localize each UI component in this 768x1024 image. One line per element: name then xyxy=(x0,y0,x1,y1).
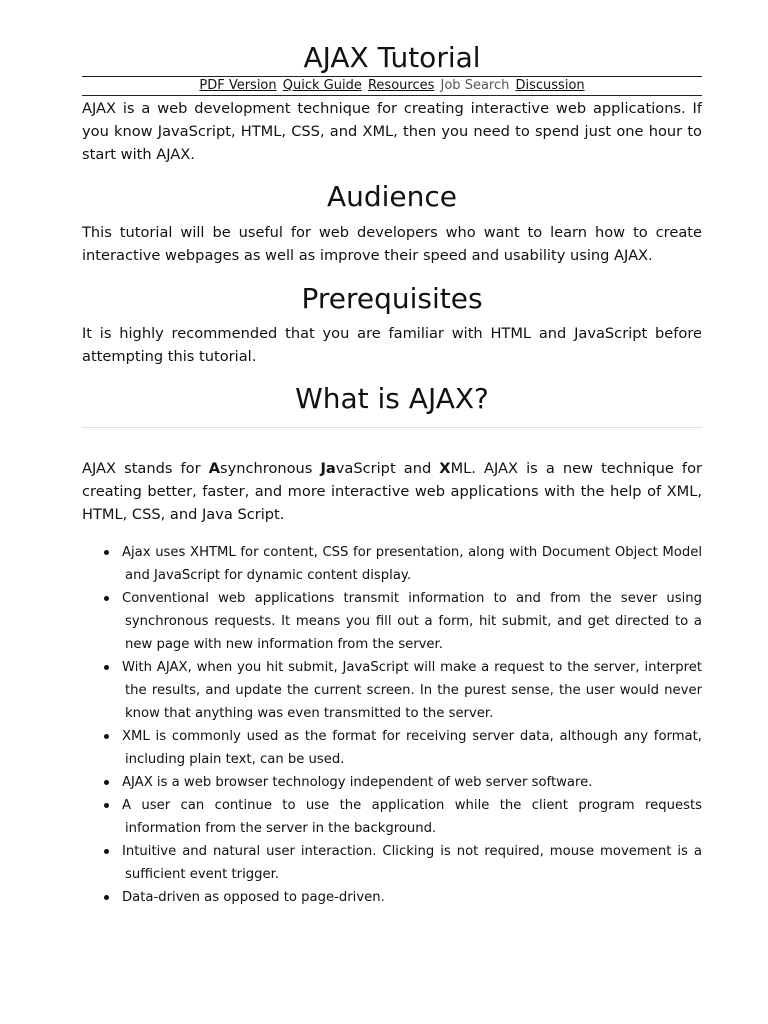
section-divider xyxy=(82,427,702,428)
what-prefix: AJAX stands for xyxy=(82,460,209,477)
intro-paragraph: AJAX is a web development technique for creating interactive web applications. If you know JavaScript, HTML, CSS, and XML, then you need to spend just one hour to start with AJAX. xyxy=(82,100,702,163)
tutorial-page xyxy=(82,0,702,909)
toc-links xyxy=(82,77,702,96)
bold-ja: Ja xyxy=(320,460,336,477)
ajax-features-list xyxy=(82,541,702,909)
job-search-link[interactable]: Job Search xyxy=(440,78,510,93)
list-item-text: Ajax uses XHTML for content, CSS for presentation, along with Document Object Model and JavaScript for dynamic content display. xyxy=(122,545,702,583)
list-item xyxy=(82,794,702,840)
bullet-icon xyxy=(104,803,109,808)
prerequisites-paragraph: It is highly recommended that you are familiar with HTML and JavaScript before attempting this tutorial. xyxy=(82,325,702,365)
list-item-text: AJAX is a web browser technology independent of web server software. xyxy=(122,775,593,790)
bullet-icon xyxy=(104,895,109,900)
bold-x: X xyxy=(439,460,451,477)
audience-paragraph: This tutorial will be useful for web developers who want to learn how to create interactive webpages as well as improve their speed and usability using AJAX. xyxy=(82,224,702,264)
what-is-ajax-heading: What is AJAX? xyxy=(295,382,489,415)
list-item xyxy=(82,771,702,794)
bullet-icon xyxy=(104,665,109,670)
what-is-ajax-paragraph xyxy=(82,457,702,526)
prerequisites-heading: Prerequisites xyxy=(301,282,483,315)
page-title: AJAX Tutorial xyxy=(303,41,481,74)
list-item-text: A user can continue to use the application while the client program requests information from the server in the background. xyxy=(122,798,702,836)
list-item xyxy=(82,886,702,909)
what-a-rest: synchronous xyxy=(220,460,321,477)
resources-link[interactable]: Resources xyxy=(367,78,435,93)
list-item xyxy=(82,587,702,656)
audience-heading: Audience xyxy=(326,180,458,213)
discussion-link[interactable]: Discussion xyxy=(515,78,585,93)
what-suffix: ML. AJAX is a new technique for creating better, faster, and more interactive web applications with the help of XML, HTML, CSS, and Java Script. xyxy=(82,460,702,523)
list-item-text: With AJAX, when you hit submit, JavaScript will make a request to the server, interpret the results, and update the current screen. In the purest sense, the user would never know that anything was even transmitted to the server. xyxy=(122,660,702,721)
pdf-version-link[interactable]: PDF Version xyxy=(199,78,277,93)
list-item-text: XML is commonly used as the format for receiving server data, although any format, including plain text, can be used. xyxy=(122,729,702,767)
bullet-icon xyxy=(104,734,109,739)
list-item-text: Data-driven as opposed to page-driven. xyxy=(122,890,385,905)
list-item xyxy=(82,541,702,587)
list-item xyxy=(82,725,702,771)
bullet-icon xyxy=(104,596,109,601)
list-item xyxy=(82,840,702,886)
list-item xyxy=(82,656,702,725)
bold-a: A xyxy=(208,460,220,477)
quick-guide-link[interactable]: Quick Guide xyxy=(282,78,362,93)
bullet-icon xyxy=(104,780,109,785)
bullet-icon xyxy=(104,550,109,555)
list-item-text: Conventional web applications transmit information to and from the sever using synchronous requests. It means you fill out a form, hit submit, and get directed to a new page with new information from the server. xyxy=(122,591,702,652)
list-item-text: Intuitive and natural user interaction. Clicking is not required, mouse movement is a sufficient event trigger. xyxy=(122,844,702,882)
what-ja-rest: vaScript and xyxy=(335,460,440,477)
bullet-icon xyxy=(104,849,109,854)
